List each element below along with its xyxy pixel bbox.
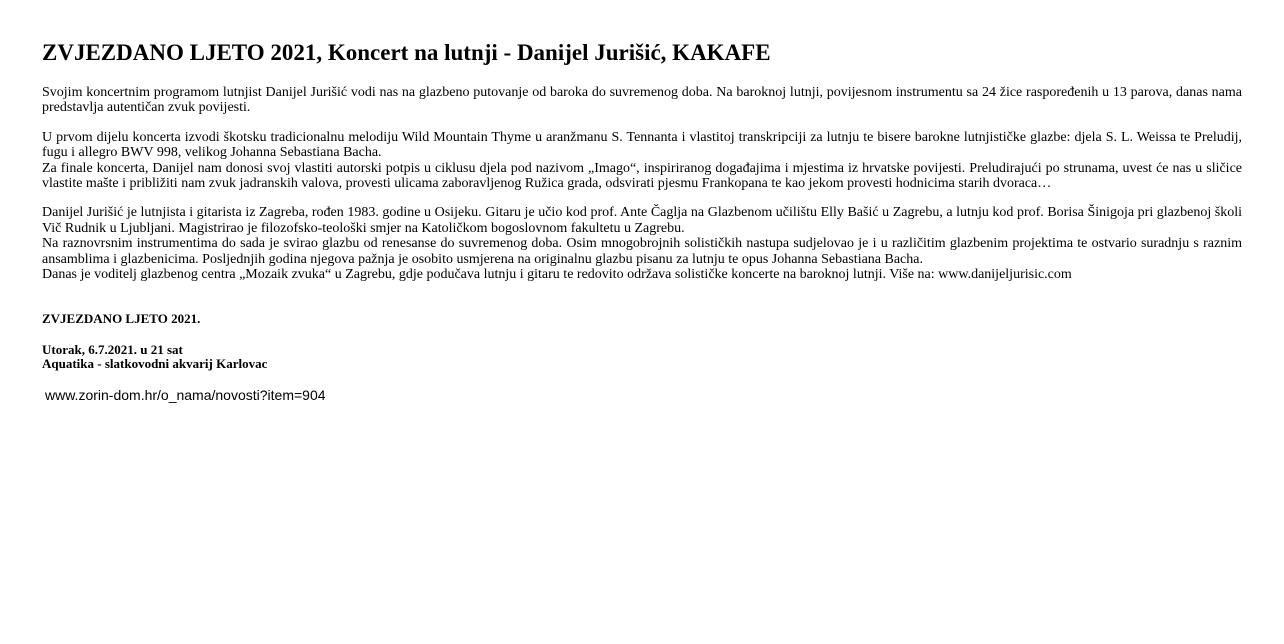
- article-title: ZVJEZDANO LJETO 2021, Koncert na lutnji - Danijel Jurišić, KAKAFE: [42, 40, 771, 65]
- intro-paragraph: Svojim koncertnim programom lutnjist Danijel Jurišić vodi nas na glazbeno putovanje od baroka do suvremenog doba. Na baroknoj lutnji, povijesnom instrumentu sa 24 žice raspoređenih u 13 parova, danas nama predstavlja autentičan zvuk povijesti.: [42, 85, 1242, 116]
- event-info: [42, 312, 1242, 372]
- event-series: ZVJEZDANO LJETO 2021.: [42, 311, 201, 327]
- event-venue: Aquatika - slatkovodni akvarij Karlovac: [42, 356, 268, 372]
- event-date: Utorak, 6.7.2021. u 21 sat: [42, 341, 183, 357]
- current-work-paragraph: Danas je voditelj glazbenog centra „Mozaik zvuka“ u Zagrebu, gdje podučava lutnju i gitaru te redovito održava solističke koncerte na baroknoj lutnji. Više na: www.danijeljurisic.com: [42, 267, 1072, 283]
- source-url: www.zorin-dom.hr/o_nama/novosti?item=904: [45, 386, 326, 403]
- finale-paragraph: Za finale koncerta, Danijel nam donosi svoj vlastiti autorski potpis u ciklusu djela pod nazivom „Imago“, inspiriranog događajima i mjestima iz hrvatske povijesti. Preludirajući po strunama, uvest će nas u sličice vlastite mašte i približiti nam zvuk jadranskih valova, provesti ulicama zaboravljenog Ružica grada, odsvirati pjesmu Frankopana te kao jekom provesti hodnicima starih dvoraca…: [42, 160, 1242, 192]
- bio-paragraph: Danijel Jurišić je lutnjista i gitarista iz Zagreba, rođen 1983. godine u Osijeku. Gitaru je učio kod prof. Ante Čaglja na Glazbenom učilištu Elly Bašić u Zagrebu, a lutnju kod prof. Borisa Šinigoja pri glazbenoj školi Vič Rudnik u Ljubljani. Magistrirao je filozofsko-teološki smjer na Katoličkom bogoslovnom fakultetu u Zagrebu.: [42, 205, 1242, 236]
- article: [42, 38, 1242, 403]
- program-paragraph: U prvom dijelu koncerta izvodi škotsku tradicionalnu melodiju Wild Mountain Thyme u aranžmanu S. Tennanta i vlastitoj transkripciji za lutnju te bisere barokne lutnjističke glazbe: djela S. L. Weissa te Preludij, fugu i allegro BWV 998, velikog Johanna Sebastiana Bacha.: [42, 129, 1242, 161]
- career-paragraph: Na raznovrsnim instrumentima do sada je svirao glazbu od renesanse do suvremenog doba. Osim mnogobrojnih solističkih nastupa sudjelovao je i u različitim glazbenim projektima te ostvario suradnju s raznim ansamblima i glazbenicima. Posljednjih godina njegova pažnja je osobito usmjerena na originalnu glazbu pisanu za lutnju te opus Johanna Sebastiana Bacha.: [42, 236, 1242, 267]
